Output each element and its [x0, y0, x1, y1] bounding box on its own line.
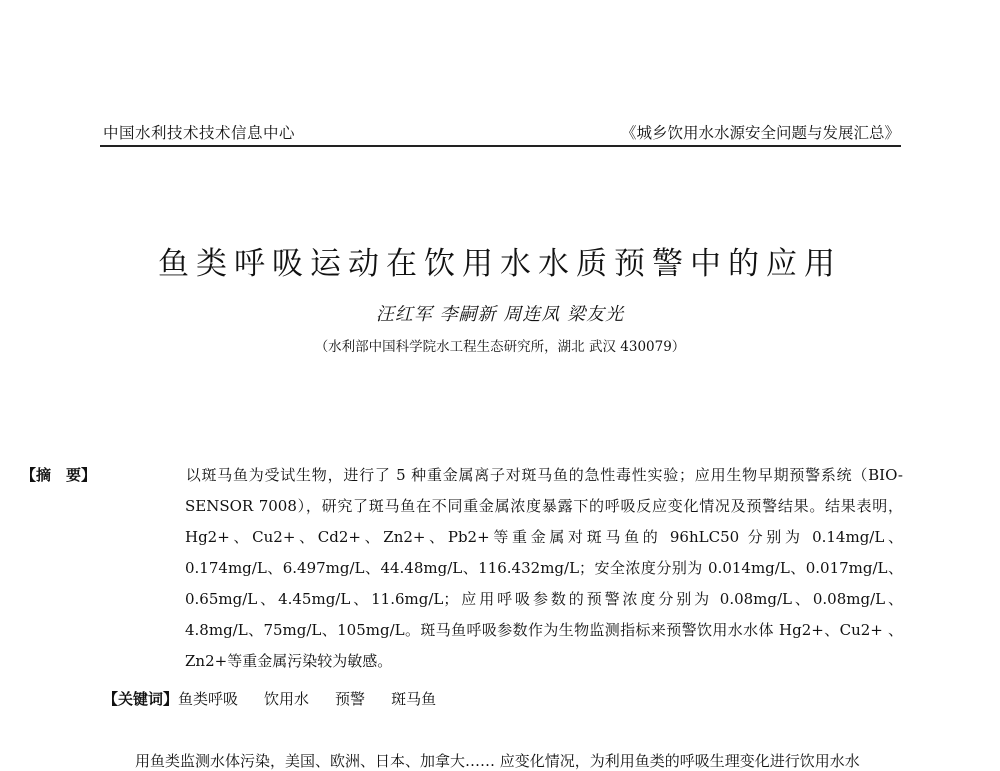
keywords-label: 【关键词】 — [103, 690, 179, 708]
body-text-partial: 用鱼类监测水体污染，美国、欧洲、日本、加拿大…… 应变化情况，为利用鱼类的呼吸生理变化进行饮用水水 — [135, 752, 860, 770]
keyword-item: 鱼类呼吸 — [178, 690, 239, 708]
keyword-item: 斑马鱼 — [391, 690, 437, 708]
paper-title: 鱼类呼吸运动在饮用水水质预警中的应用 — [158, 246, 842, 282]
author-list: 汪红军 李嗣新 周连凤 梁友光 — [375, 304, 625, 325]
abstract-text: 以斑马鱼为受试生物，进行了 5 种重金属离子对斑马鱼的急性毒性实验；应用生物早期预警系统（BIO-SENSOR 7008），研究了斑马鱼在不同重金属浓度暴露下的呼吸反应变化情况及预警结果。结果表明，Hg2+、Cu2+、Cd2+、Zn2+、Pb2+等重金属对斑马鱼的 96hLC50 分别为 0.14mg/L、0.174mg/L、6.497mg/L、44.48mg/L、116.432mg/L；安全浓度分别为 0.014mg/L、0.017mg/L、0.65mg/L、4.45mg/L、11.6mg/L；应用呼吸参数的预警浓度分别为 0.08mg/L、0.08mg/L、4.8mg/L、75mg/L、105mg/L。斑马鱼呼吸参数作为生物监测指标来预警饮用水水体 Hg2+、Cu2+ 、Zn2+等重金属污染较为敏感。 — [185, 466, 903, 670]
running-header-left: 中国水利技术技术信息中心 — [103, 124, 296, 142]
header-divider — [100, 145, 901, 147]
running-header-right: 《城乡饮用水水源安全问题与发展汇总》 — [620, 124, 900, 142]
author-affiliation: （水利部中国科学院水工程生态研究所，湖北 武汉 430079） — [314, 339, 686, 355]
keyword-item: 预警 — [335, 690, 366, 708]
keyword-item: 饮用水 — [264, 690, 310, 708]
abstract-paragraph — [21, 460, 903, 677]
keywords-section — [103, 688, 462, 709]
abstract-section — [21, 460, 903, 677]
abstract-label: 【摘 要】 — [21, 466, 97, 484]
